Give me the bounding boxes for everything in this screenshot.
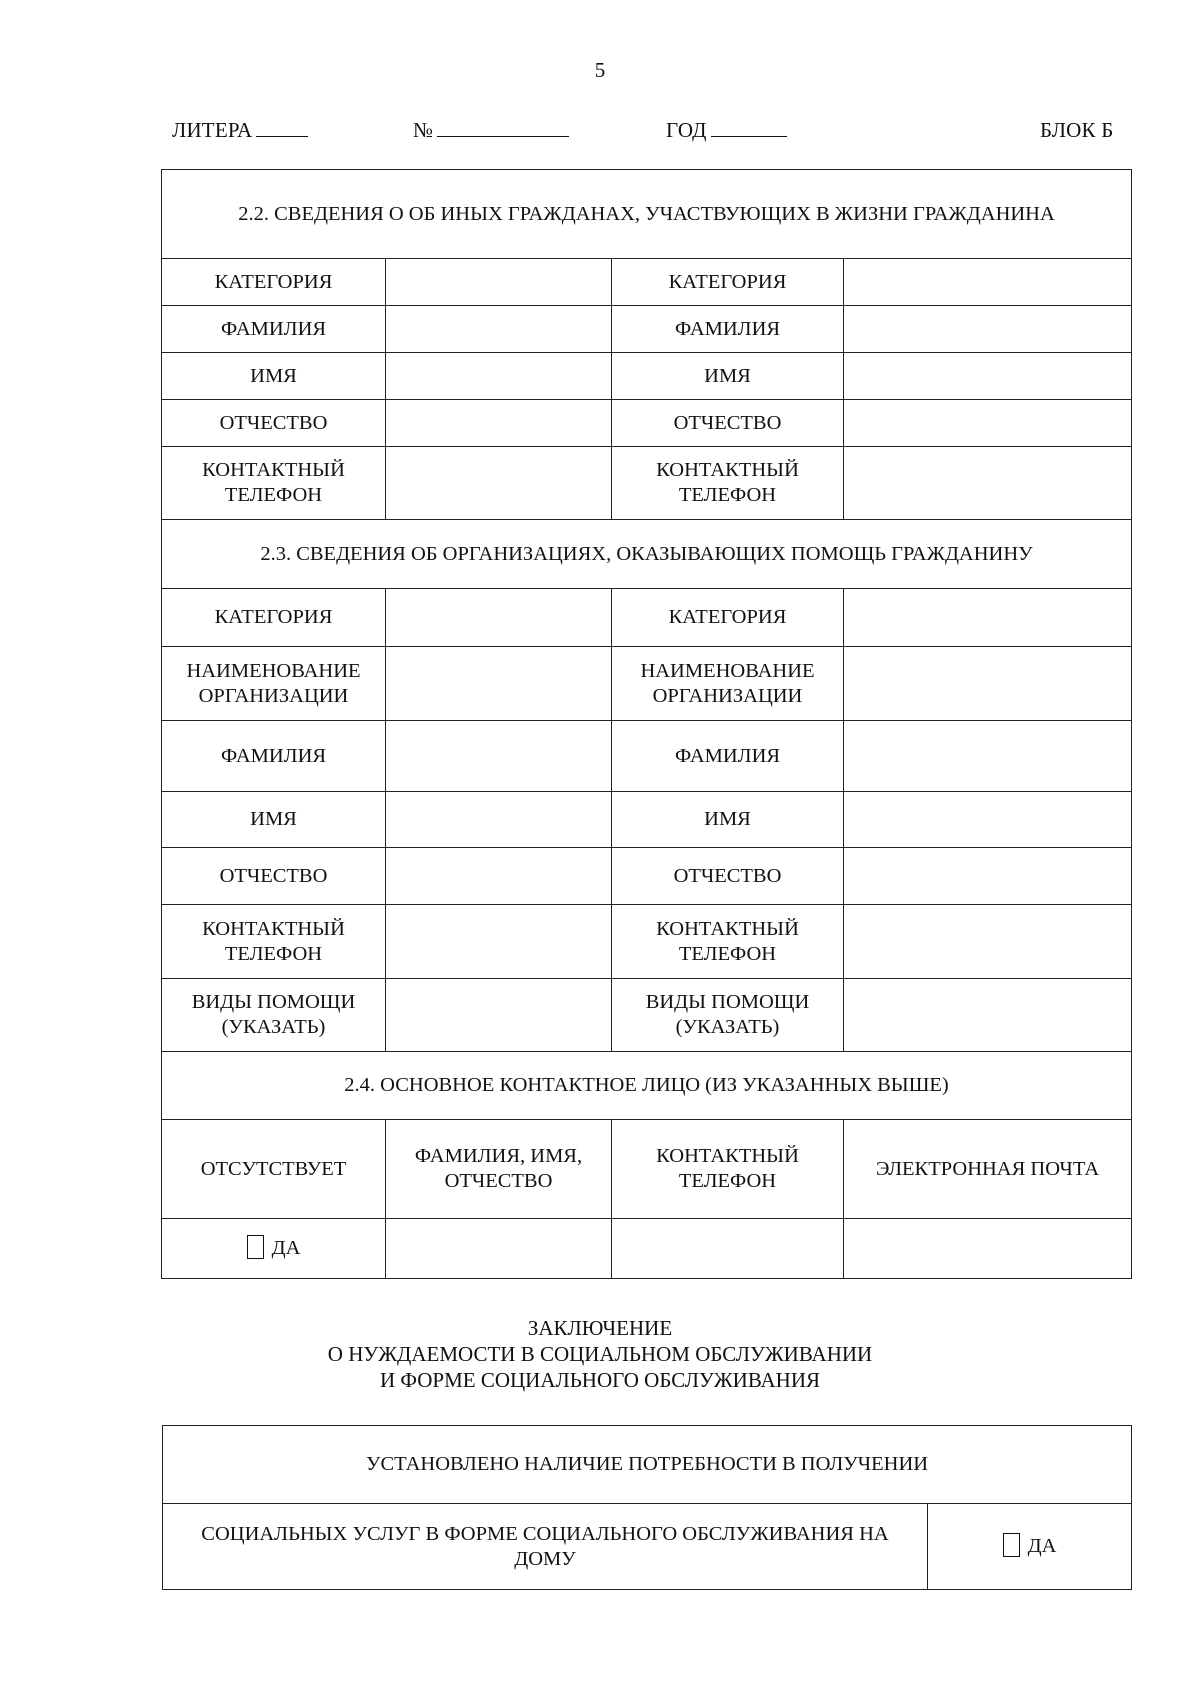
field-value-right[interactable] — [844, 792, 1132, 848]
absent-checkbox-label: ДА — [271, 1236, 301, 1259]
home-service-checkbox[interactable] — [1003, 1533, 1020, 1557]
col-header-full-name: ФАМИЛИЯ, ИМЯ, ОТЧЕСТВО — [386, 1120, 612, 1219]
field-label-left: ВИДЫ ПОМОЩИ (УКАЗАТЬ) — [162, 979, 386, 1052]
field-value-right[interactable] — [844, 589, 1132, 647]
field-label-left: КОНТАКТНЫЙ ТЕЛЕФОН — [162, 447, 386, 520]
col-header-email: ЭЛЕКТРОННАЯ ПОЧТА — [844, 1120, 1132, 1219]
field-value-left[interactable] — [386, 979, 612, 1052]
field-value-left[interactable] — [386, 353, 612, 400]
page-number: 5 — [594, 58, 606, 82]
litera-blank[interactable] — [256, 119, 308, 137]
field-label-right: КОНТАКТНЫЙ ТЕЛЕФОН — [612, 447, 844, 520]
field-label-left: ОТЧЕСТВО — [162, 400, 386, 447]
field-value-right[interactable] — [844, 259, 1132, 306]
table-row — [162, 848, 1132, 905]
field-label-left: КАТЕГОРИЯ — [162, 589, 386, 647]
table-row — [162, 589, 1132, 647]
year-label: ГОД — [666, 118, 707, 142]
main-form-table — [161, 169, 1132, 1279]
field-label-right: ОТЧЕСТВО — [612, 400, 844, 447]
table-row — [162, 792, 1132, 848]
home-service-cell — [928, 1504, 1132, 1590]
field-value-right[interactable] — [844, 905, 1132, 979]
need-established-header: УСТАНОВЛЕНО НАЛИЧИЕ ПОТРЕБНОСТИ В ПОЛУЧЕНИИ — [163, 1426, 1132, 1504]
field-label-right: ИМЯ — [612, 353, 844, 400]
field-label-right: КОНТАКТНЫЙ ТЕЛЕФОН — [612, 905, 844, 979]
litera-field[interactable] — [172, 118, 308, 143]
field-label-right: ОТЧЕСТВО — [612, 848, 844, 905]
table-row — [162, 353, 1132, 400]
conclusion-heading — [0, 1315, 1200, 1393]
field-value-left[interactable] — [386, 905, 612, 979]
field-label-left: ОТЧЕСТВО — [162, 848, 386, 905]
table-row — [162, 979, 1132, 1052]
field-value-right[interactable] — [844, 306, 1132, 353]
field-label-left: ИМЯ — [162, 353, 386, 400]
full-name-field[interactable] — [386, 1219, 612, 1279]
field-value-right[interactable] — [844, 447, 1132, 520]
home-service-checkbox-label: ДА — [1027, 1534, 1057, 1557]
field-label-left: НАИМЕНОВАНИЕ ОРГАНИЗАЦИИ — [162, 647, 386, 721]
number-blank[interactable] — [437, 119, 569, 137]
field-label-left: ФАМИЛИЯ — [162, 721, 386, 792]
conclusion-table — [162, 1425, 1132, 1590]
field-label-left: ФАМИЛИЯ — [162, 306, 386, 353]
field-label-right: НАИМЕНОВАНИЕ ОРГАНИЗАЦИИ — [612, 647, 844, 721]
field-value-right[interactable] — [844, 353, 1132, 400]
absent-cell — [162, 1219, 386, 1279]
field-label-left: ИМЯ — [162, 792, 386, 848]
field-label-left: КАТЕГОРИЯ — [162, 259, 386, 306]
email-field[interactable] — [844, 1219, 1132, 1279]
section-2-3-title: 2.3. СВЕДЕНИЯ ОБ ОРГАНИЗАЦИЯХ, ОКАЗЫВАЮЩИХ ПОМОЩЬ ГРАЖДАНИНУ — [162, 520, 1132, 589]
section-2-4-title: 2.4. ОСНОВНОЕ КОНТАКТНОЕ ЛИЦО (ИЗ УКАЗАННЫХ ВЫШЕ) — [162, 1052, 1132, 1120]
field-label-right: ФАМИЛИЯ — [612, 721, 844, 792]
field-label-left: КОНТАКТНЫЙ ТЕЛЕФОН — [162, 905, 386, 979]
field-value-left[interactable] — [386, 848, 612, 905]
conclusion-title-line: ЗАКЛЮЧЕНИЕ — [527, 1316, 673, 1340]
year-blank[interactable] — [711, 119, 787, 137]
field-value-left[interactable] — [386, 589, 612, 647]
number-label: № — [413, 118, 434, 142]
field-value-left[interactable] — [386, 400, 612, 447]
field-value-left[interactable] — [386, 447, 612, 520]
col-header-absent: ОТСУТСТВУЕТ — [162, 1120, 386, 1219]
table-row — [162, 905, 1132, 979]
col-header-phone: КОНТАКТНЫЙ ТЕЛЕФОН — [612, 1120, 844, 1219]
field-value-left[interactable] — [386, 647, 612, 721]
table-row — [162, 721, 1132, 792]
conclusion-title-line: И ФОРМЕ СОЦИАЛЬНОГО ОБСЛУЖИВАНИЯ — [379, 1368, 821, 1392]
conclusion-title-line: О НУЖДАЕМОСТИ В СОЦИАЛЬНОМ ОБСЛУЖИВАНИИ — [327, 1342, 873, 1366]
field-value-left[interactable] — [386, 792, 612, 848]
field-value-left[interactable] — [386, 259, 612, 306]
field-value-left[interactable] — [386, 721, 612, 792]
section-2-2-title: 2.2. СВЕДЕНИЯ О ОБ ИНЫХ ГРАЖДАНАХ, УЧАСТВУЮЩИХ В ЖИЗНИ ГРАЖДАНИНА — [162, 170, 1132, 259]
field-value-left[interactable] — [386, 306, 612, 353]
field-value-right[interactable] — [844, 848, 1132, 905]
field-label-right: ФАМИЛИЯ — [612, 306, 844, 353]
table-row — [162, 259, 1132, 306]
litera-label: ЛИТЕРА — [172, 118, 253, 142]
phone-field[interactable] — [612, 1219, 844, 1279]
field-value-right[interactable] — [844, 647, 1132, 721]
field-label-right: КАТЕГОРИЯ — [612, 259, 844, 306]
table-row — [162, 306, 1132, 353]
field-label-right: КАТЕГОРИЯ — [612, 589, 844, 647]
field-value-right[interactable] — [844, 400, 1132, 447]
table-row — [162, 447, 1132, 520]
field-value-right[interactable] — [844, 721, 1132, 792]
field-label-right: ВИДЫ ПОМОЩИ (УКАЗАТЬ) — [612, 979, 844, 1052]
home-service-label: СОЦИАЛЬНЫХ УСЛУГ В ФОРМЕ СОЦИАЛЬНОГО ОБСЛУЖИВАНИЯ НА ДОМУ — [163, 1504, 928, 1590]
block-label: БЛОК Б — [1040, 118, 1114, 142]
field-value-right[interactable] — [844, 979, 1132, 1052]
absent-checkbox[interactable] — [247, 1235, 264, 1259]
number-field[interactable] — [413, 118, 569, 143]
field-label-right: ИМЯ — [612, 792, 844, 848]
table-row — [162, 400, 1132, 447]
year-field[interactable] — [666, 118, 787, 143]
table-row — [162, 647, 1132, 721]
